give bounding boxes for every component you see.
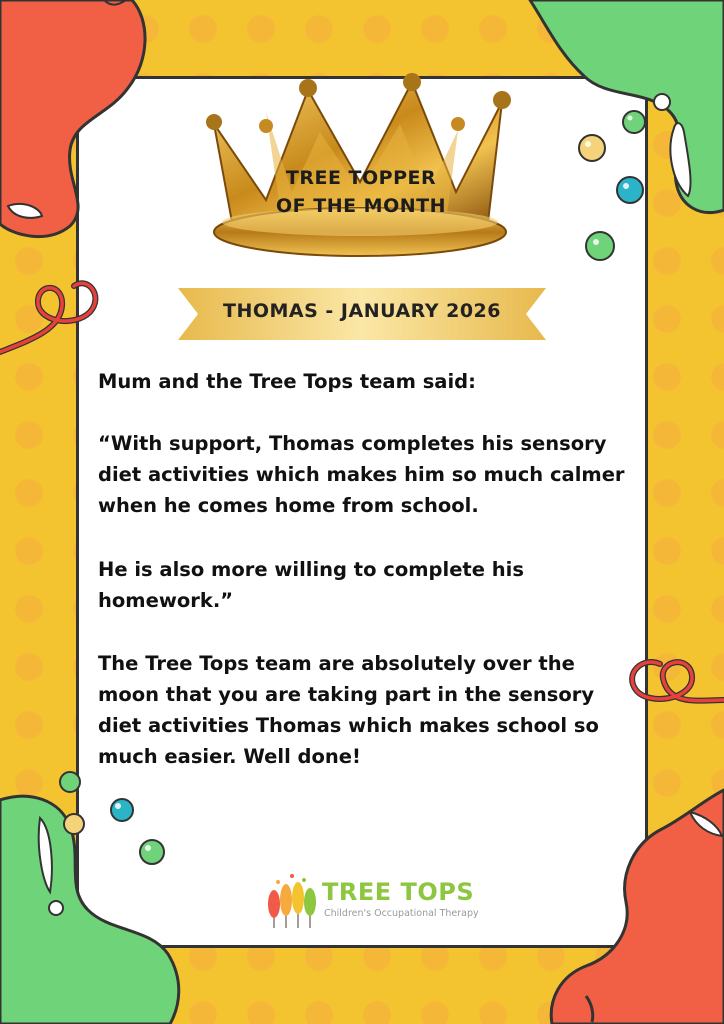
quote-paragraph-2: He is also more willing to complete his homework.” [98,558,524,612]
closing-paragraph: The Tree Tops team are absolutely over the moon that you are taking part in the sensory diet activities Thomas which makes school so much easier. Well done! [98,652,599,768]
award-title-line-1: TREE TOPPER [285,167,437,189]
message-intro: Mum and the Tree Tops team said: [98,370,476,393]
logo-tagline: Children's Occupational Therapy [324,908,479,919]
award-title [236,164,486,220]
quote-paragraph-1: “With support, Thomas completes his sensory diet activities which makes him so much calmer when he comes home from school. [98,432,625,517]
award-title-line-2: OF THE MONTH [275,195,447,217]
logo-name: TREE TOPS [322,878,475,906]
recipient-banner: THOMAS - JANUARY 2026 [223,300,501,322]
